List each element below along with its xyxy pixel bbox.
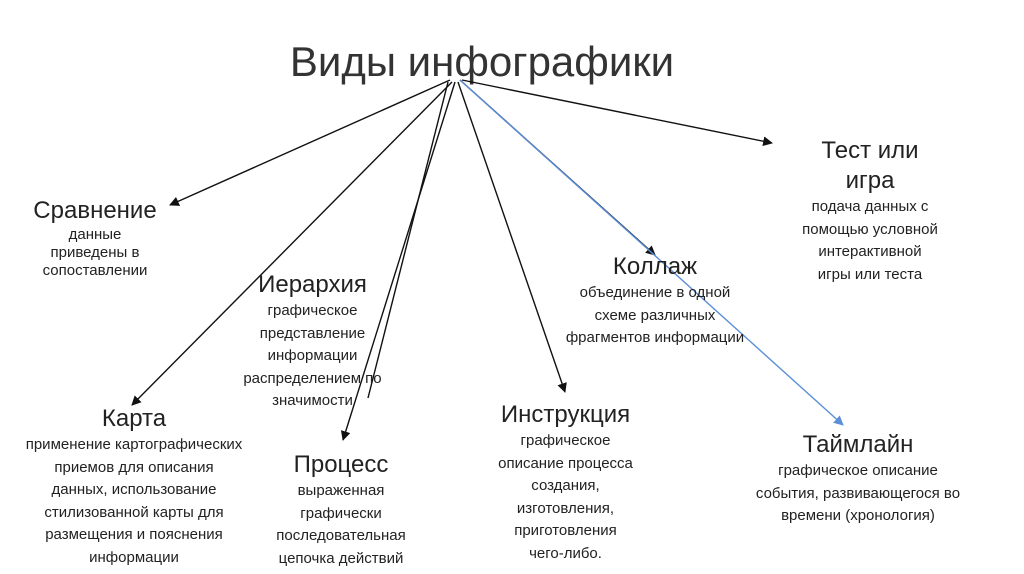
- desc-line: графическое: [520, 432, 611, 449]
- desc-line: значимости: [272, 392, 353, 409]
- desc-line: выраженная: [297, 482, 385, 499]
- desc-line: события, развивающегося во: [755, 484, 961, 502]
- node-desc: [0, 434, 268, 569]
- node-desc: [722, 460, 994, 528]
- desc-line: данных, использование: [51, 481, 217, 498]
- desc-line: распределением по: [243, 369, 382, 387]
- node-taymlayn: [722, 430, 994, 528]
- arrow-to-test: [462, 80, 772, 143]
- desc-line: последовательная: [276, 527, 406, 544]
- node-desc: [478, 430, 653, 565]
- node-heading: Карта: [101, 405, 167, 432]
- node-desc: [775, 196, 965, 286]
- diagram-title: Виды инфографики: [289, 38, 675, 85]
- desc-line: фрагментов информации: [565, 329, 745, 346]
- node-heading: Таймлайн: [802, 431, 914, 458]
- node-kollazh: [545, 252, 765, 350]
- node-heading: [775, 136, 965, 196]
- desc-line: стилизованной карты для: [44, 503, 224, 521]
- desc-line: времени (хронология): [781, 507, 935, 524]
- desc-line: цепочка действий: [278, 549, 404, 567]
- desc-line: создания,: [531, 477, 600, 494]
- node-ierarkhiya: [225, 270, 400, 413]
- node-desc: [20, 226, 170, 280]
- node-desc: [545, 282, 765, 350]
- desc-line: графическое описание: [778, 462, 938, 479]
- node-heading: Процесс: [293, 451, 389, 478]
- heading-line: Тест или: [821, 137, 919, 164]
- desc-line: приведены в: [50, 244, 140, 261]
- node-protsess: [262, 450, 420, 570]
- node-heading: Коллаж: [612, 253, 698, 280]
- desc-line: игры или теста: [817, 265, 923, 283]
- node-desc: [225, 300, 400, 413]
- node-desc: [262, 480, 420, 570]
- node-heading: Иерархия: [258, 271, 367, 298]
- desc-line: информации: [267, 347, 358, 364]
- node-sravnenie: [20, 196, 170, 280]
- heading-line: игра: [845, 167, 895, 194]
- desc-line: представление: [259, 324, 366, 342]
- desc-line: применение картографических: [25, 436, 243, 453]
- desc-line: приемов для описания: [54, 458, 214, 476]
- desc-line: изготовления,: [516, 499, 615, 517]
- desc-line: графически: [300, 504, 382, 522]
- arrow-to-sravnenie: [170, 80, 450, 205]
- desc-line: интерактивной: [818, 243, 922, 260]
- desc-line: схеме различных: [594, 306, 716, 324]
- desc-line: сопоставлении: [42, 262, 148, 279]
- desc-line: данные: [68, 226, 122, 243]
- desc-line: размещения и пояснения: [45, 526, 223, 543]
- desc-line: подача данных с: [811, 198, 929, 215]
- node-heading: Инструкция: [500, 401, 631, 428]
- desc-line: описание процесса: [498, 454, 633, 472]
- desc-line: помощью условной: [802, 220, 938, 238]
- desc-line: объединение в одной: [579, 284, 731, 301]
- desc-line: графическое: [267, 302, 358, 319]
- node-test: [775, 136, 965, 286]
- node-heading: Сравнение: [33, 197, 157, 224]
- desc-line: приготовления: [514, 522, 617, 539]
- node-instruktsiya: [478, 400, 653, 565]
- desc-line: чего-либо.: [529, 544, 602, 562]
- desc-line: информации: [89, 548, 179, 566]
- node-karta: [0, 404, 268, 569]
